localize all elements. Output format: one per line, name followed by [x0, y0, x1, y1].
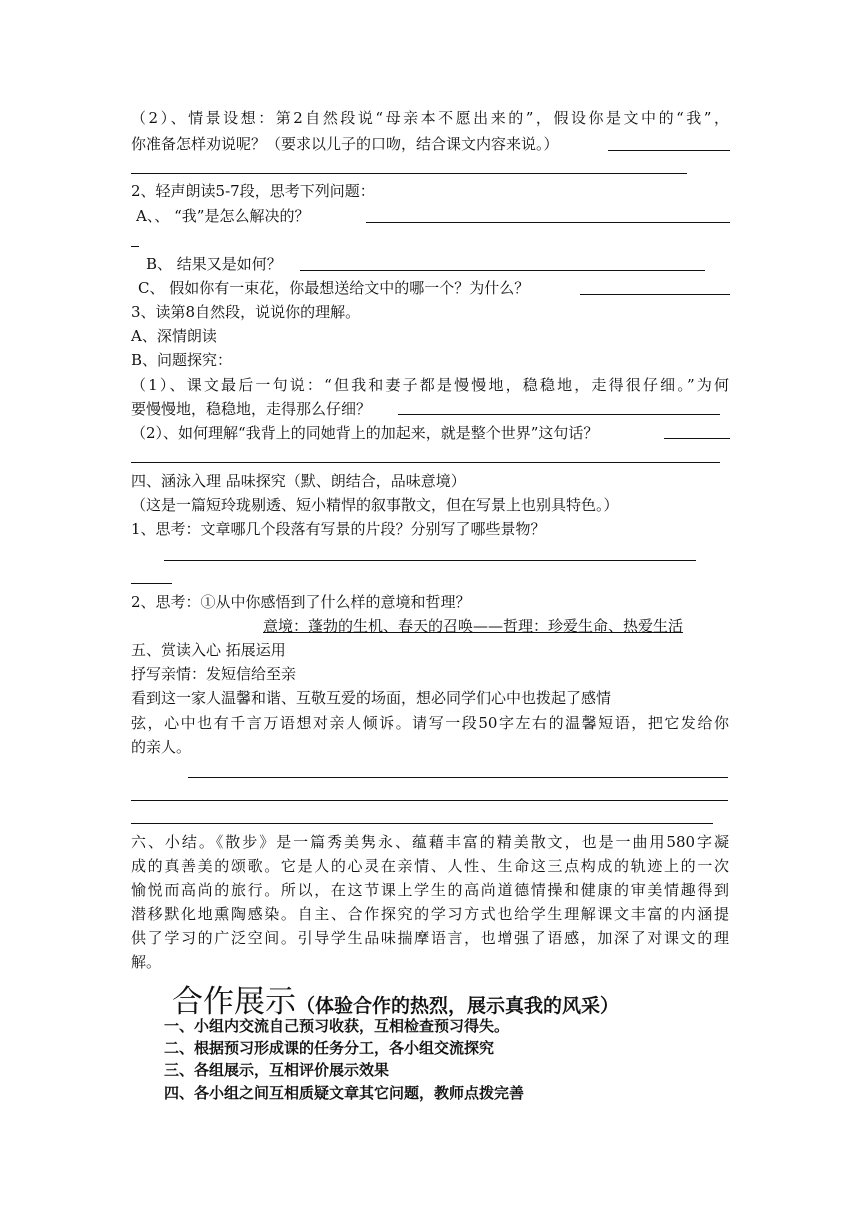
- display-item-4: 四、各小组之间互相质疑文章其它问题，教师点拨完善: [164, 1084, 525, 1102]
- section5-para-line1: 看到这一家人温馨和谐、互敬互爱的场面，想必同学们心中也拨起了感情: [131, 689, 612, 707]
- answer-line[interactable]: [164, 560, 696, 561]
- section4-answer: 意境：蓬勃的生机、春天的召唤——哲理：珍爱生命、热爱生活: [263, 617, 684, 635]
- section5-subtitle: 抒写亲情：发短信给至亲: [131, 665, 297, 683]
- answer-line[interactable]: [366, 222, 730, 223]
- answer-line[interactable]: [131, 823, 713, 824]
- answer-line[interactable]: [188, 777, 728, 778]
- q2-scene-line2: 你准备怎样劝说呢？（要求以儿子的口吻，结合课文内容来说。）: [131, 135, 559, 153]
- summary-line2: 成的真善美的颂歌。它是人的心灵在亲情、人性、生命这三点构成的轨迹上的一次: [131, 857, 729, 875]
- summary-line3: 愉悦而高尚的旅行。所以，在这节课上学生的高尚道德情操和健康的审美情趣得到: [131, 881, 729, 899]
- item2-b: B、 结果又是如何？: [146, 255, 282, 273]
- q2-scene-line1: （2）、情景设想：第2自然段说“母亲本不愿出来的”，假设你是文中的“我”，: [131, 109, 729, 127]
- display-item-1: 一、小组内交流自己预习收获，互相检查预习得失。: [164, 1017, 510, 1035]
- item3-b: B、问题探究：: [131, 351, 233, 369]
- section4-note: （这是一篇短玲珑剔透、短小精悍的叙事散文，但在写景上也别具特色。）: [131, 496, 619, 514]
- answer-line[interactable]: [131, 246, 139, 247]
- answer-line[interactable]: [664, 438, 730, 439]
- summary-line4: 潜移默化地熏陶感染。自主、合作探究的学习方式也给学生理解课文丰富的内涵提: [131, 905, 729, 923]
- answer-line[interactable]: [608, 150, 730, 151]
- answer-line[interactable]: [131, 462, 720, 463]
- display-item-2: 二、根据预习形成课的任务分工，各小组交流探究: [164, 1039, 495, 1057]
- section4-q1: 1、思考：文章哪几个段落有写景的片段？分别写了哪些景物？: [131, 520, 546, 538]
- item3-q2: （2）、如何理解“我背上的同她背上的加起来，就是整个世界”这句话？: [131, 424, 599, 442]
- display-heading: [172, 976, 619, 1021]
- item3-q1-line2: 要慢慢地，稳稳地，走得那么仔细？: [131, 400, 372, 418]
- section5-para-line2: 弦，心中也有千言万语想对亲人倾诉。请写一段50字左右的温馨短语，把它发给你: [131, 714, 729, 732]
- section4-q2: 2、思考：①从中你感悟到了什么样的意境和哲理？: [131, 593, 471, 611]
- answer-line[interactable]: [131, 800, 728, 801]
- display-heading-subtitle: （体验合作的热烈，展示真我的风采）: [296, 995, 620, 1017]
- section4-title: 四、涵泳入理 品味探究（默、朗结合，品味意境）: [131, 472, 466, 490]
- summary-line6: 解。: [131, 953, 162, 971]
- summary-line5: 供了学习的广泛空间。引导学生品味揣摩语言，也增强了语感，加深了对课文的理: [131, 929, 729, 947]
- item3-q1-line1: （1）、课文最后一句说：“但我和妻子都是慢慢地，稳稳地，走得很仔细。”为何: [131, 376, 729, 394]
- item3-a: A、深情朗读: [131, 327, 217, 345]
- item2-heading: 2、轻声朗读5-7段，思考下列问题：: [131, 182, 375, 200]
- item2-a: A、、 “我”是怎么解决的？: [136, 207, 310, 225]
- answer-line[interactable]: [131, 583, 172, 584]
- answer-line[interactable]: [300, 270, 705, 271]
- display-item-3: 三、各组展示，互相评价展示效果: [164, 1061, 390, 1079]
- item2-c: C、 假如你有一束花，你最想送给文中的哪一个？为什么？: [138, 279, 530, 297]
- item3-heading: 3、读第8自然段，说说你的理解。: [131, 303, 361, 321]
- answer-line[interactable]: [580, 294, 730, 295]
- display-heading-title: 合作展示: [172, 984, 296, 1020]
- answer-line[interactable]: [398, 414, 720, 415]
- section5-title: 五、赏读入心 拓展运用: [131, 641, 286, 659]
- answer-line[interactable]: [131, 173, 687, 174]
- summary-line1: 六、小结。《散步》是一篇秀美隽永、蕴藉丰富的精美散文，也是一曲用580字凝: [131, 833, 729, 851]
- section5-para-line3: 的亲人。: [131, 738, 192, 756]
